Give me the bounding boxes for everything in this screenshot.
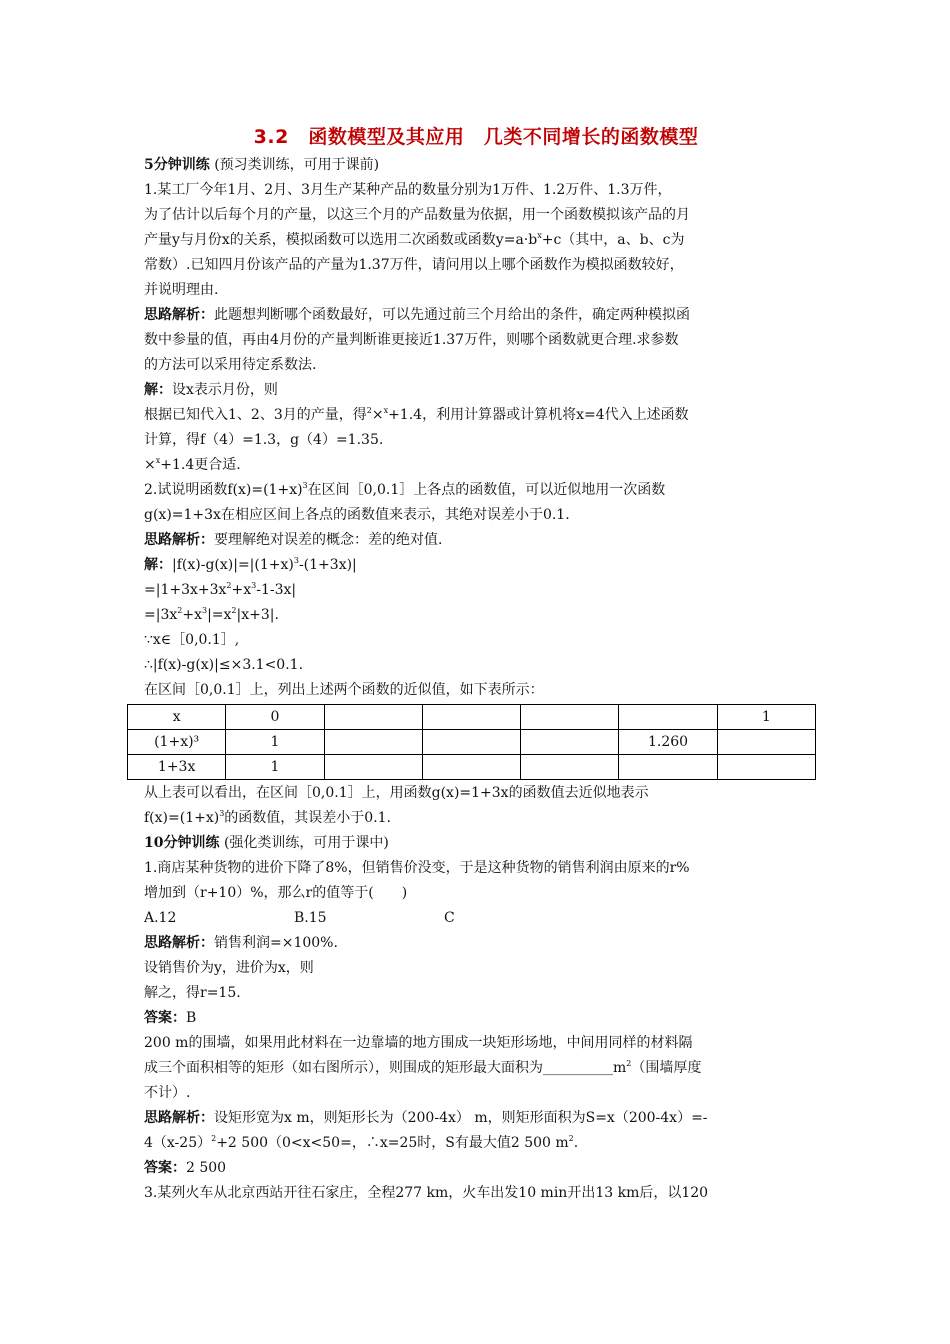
solution-line: 设销售价为y，进价为x，则 xyxy=(144,960,314,976)
question-1-line: 常数）.已知四月份该产品的产量为1.37万件，请问用以上哪个函数作为模拟函数较好， xyxy=(144,257,684,273)
page-title: 3.2 函数模型及其应用 几类不同增长的函数模型 xyxy=(253,126,699,148)
table-cell: 1+3x xyxy=(128,755,226,780)
analysis-paragraph: 的方法可以采用待定系数法. xyxy=(144,357,317,373)
table-cell xyxy=(422,705,520,730)
table-cell xyxy=(324,755,422,780)
table-cell xyxy=(324,730,422,755)
solution-line: ×$^x$+1.4更合适. xyxy=(144,456,241,473)
solution-line: ∵x∈［0,0.1］, xyxy=(144,632,240,648)
table-cell xyxy=(521,755,619,780)
table-cell xyxy=(324,705,422,730)
section-heading-label: 5分钟训练 xyxy=(144,157,210,173)
options-line xyxy=(144,906,808,931)
option-c: C xyxy=(444,910,455,926)
table-cell: x xyxy=(128,705,226,730)
question-3-line: 增加到（r+10）%，那么r的值等于( ) xyxy=(144,885,408,901)
analysis-paragraph: $4(x-25)^2+2$ 500（0<x<50=，∴x=25时，S有最大值2 500 $m^2$. xyxy=(144,1134,579,1151)
analysis-paragraph: 思路解析：设矩形宽为x m，则矩形长为（200-4x） m，则矩形面积为S=x（200-4x）=- xyxy=(144,1110,708,1126)
solution-line: 计算，得f（4）=1.3，g（4）=1.35. xyxy=(144,432,384,448)
question-4-line: 不计）. xyxy=(144,1085,191,1101)
option-b: B.15 xyxy=(294,910,327,926)
solution-line: $=|3x^2+x^3|=x^2|x+3|$. xyxy=(144,606,279,623)
answer-label: 答案： xyxy=(144,1010,186,1026)
answer-line: 答案：2 500 xyxy=(144,1160,227,1176)
solution-line: 在区间［0,0.1］上，列出上述两个函数的近似值，如下表所示： xyxy=(144,682,544,698)
table-row xyxy=(128,705,816,730)
table-cell xyxy=(717,730,815,755)
section-note: (预习类训练，可用于课前) xyxy=(214,157,380,173)
question-1-line: 产量y与月份x的关系，模拟函数可以选用二次函数或函数$y=a\cdot b^x+c$（其中，a、b、c为 xyxy=(144,231,685,248)
solution-label: 解： xyxy=(144,382,172,398)
table-cell xyxy=(619,755,717,780)
conclusion-line: $f(x)=(1+x)^3$的函数值，其误差小于0.1. xyxy=(144,809,392,826)
table-cell: 1 xyxy=(717,705,815,730)
analysis-label: 思路解析： xyxy=(144,1110,214,1126)
solution-line: 解：设x表示月份，则 xyxy=(144,382,278,398)
question-1-line: 并说明理由. xyxy=(144,282,219,298)
question-5-line: 3.某列火车从北京西站开往石家庄，全程277 km，火车出发10 min开出13 km后，以120 xyxy=(144,1185,709,1201)
table-cell xyxy=(422,730,520,755)
table-cell xyxy=(422,755,520,780)
question-2-line: 2.试说明函数$f(x)=(1+x)^3$在区间［0,0.1］上各点的函数值，可以近似地用一次函数 xyxy=(144,481,666,498)
solution-label: 解： xyxy=(144,557,172,573)
conclusion-line: 从上表可以看出，在区间［0,0.1］上，用函数g(x)=1+3x的函数值去近似地表示 xyxy=(144,785,649,801)
table-cell xyxy=(619,705,717,730)
table-cell: 0 xyxy=(226,705,324,730)
table-cell xyxy=(521,730,619,755)
answer-line: 答案：B xyxy=(144,1010,197,1026)
section-note: (强化类训练，可用于课中) xyxy=(223,835,389,851)
section-heading-label: 10分钟训练 xyxy=(144,835,220,851)
question-1-line: 为了估计以后每个月的产量，以这三个月的产品数量为依据，用一个函数模拟该产品的月 xyxy=(144,207,690,223)
question-4-line: 200 m的围墙，如果用此材料在一边靠墙的地方围成一块矩形场地，中间用同样的材料隔 xyxy=(144,1035,693,1051)
analysis-label: 思路解析： xyxy=(144,935,214,951)
solution-line: 解之，得r=15. xyxy=(144,985,241,1001)
solution-line: $=|1+3x+3x^2+x^3-1-3x|$ xyxy=(144,581,297,598)
table-cell xyxy=(717,755,815,780)
analysis-paragraph: 思路解析：此题想判断哪个函数最好，可以先通过前三个月给出的条件，确定两种模拟函 xyxy=(144,307,690,323)
question-3-line: 1.商店某种货物的进价下降了8%，但销售价没变，于是这种货物的销售利润由原来的r% xyxy=(144,860,690,876)
table-cell: 1.260 xyxy=(619,730,717,755)
analysis-label: 思路解析： xyxy=(144,532,214,548)
option-a: A.12 xyxy=(144,910,177,926)
answer-label: 答案： xyxy=(144,1160,186,1176)
table-cell: (1+x)³ xyxy=(128,730,226,755)
question-1-line: 1.某工厂今年1月、2月、3月生产某种产品的数量分别为1万件、1.2万件、1.3万件， xyxy=(144,182,672,198)
solution-line: 解：$|f(x)-g(x)|=|(1+x)^3-(1+3x)|$ xyxy=(144,556,357,573)
analysis-paragraph: 思路解析：要理解绝对误差的概念：差的绝对值. xyxy=(144,532,443,548)
table-row xyxy=(128,730,816,755)
analysis-paragraph: 数中参量的值，再由4月份的产量判断谁更接近1.37万件，则哪个函数就更合理.求参数 xyxy=(144,332,679,348)
table-row xyxy=(128,755,816,780)
table-cell xyxy=(521,705,619,730)
table-cell: 1 xyxy=(226,730,324,755)
approximation-table xyxy=(127,704,816,780)
analysis-paragraph: 思路解析：销售利润=×100%. xyxy=(144,935,338,951)
question-4-line: 成三个面积相等的矩形（如右图所示），则围成的矩形最大面积为$\_\_\_\_\_\_\_\_\_\_m^2$（围墙厚度 xyxy=(144,1059,702,1076)
section-heading-5min xyxy=(144,153,808,178)
table-cell: 1 xyxy=(226,755,324,780)
section-heading-10min xyxy=(144,831,808,856)
solution-line: 根据已知代入1、2、3月的产量，得$^2$×$^x$+1.4，利用计算器或计算机将x=4代入上述函数 xyxy=(144,406,689,423)
question-2-line: g(x)=1+3x在相应区间上各点的函数值来表示，其绝对误差小于0.1. xyxy=(144,507,570,523)
analysis-label: 思路解析： xyxy=(144,307,214,323)
document-page xyxy=(144,118,808,1206)
solution-line: ∴|f(x)-g(x)|≤×3.1<0.1. xyxy=(144,657,304,673)
